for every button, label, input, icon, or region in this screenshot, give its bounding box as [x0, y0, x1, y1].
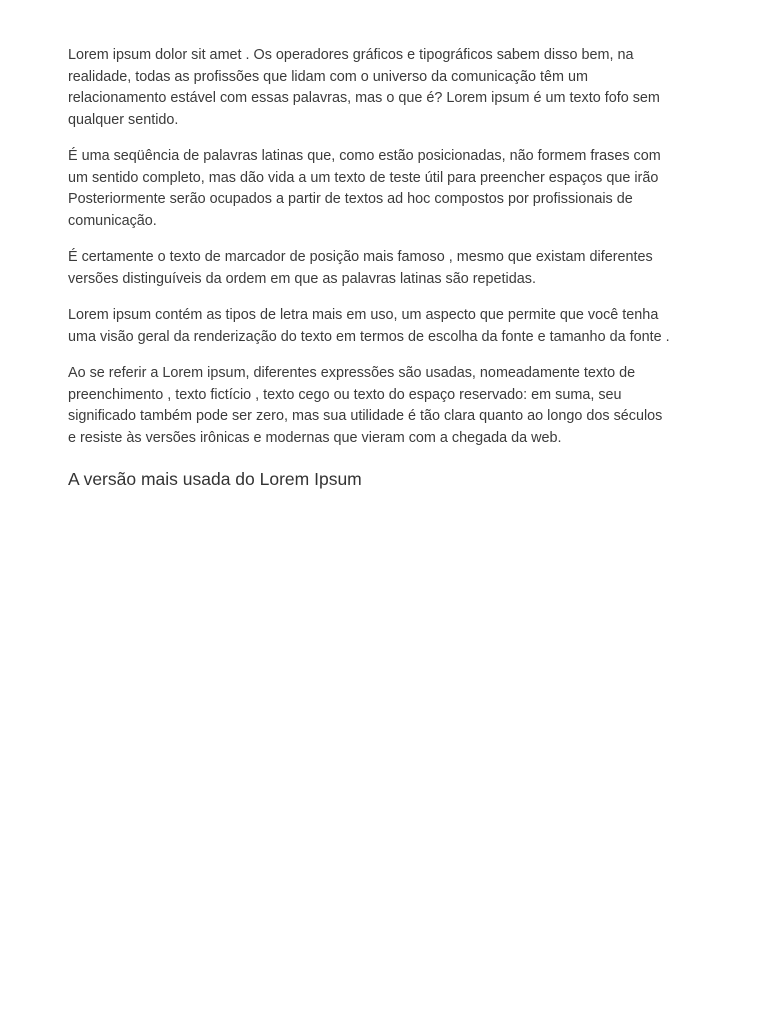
paragraph	[68, 305, 708, 348]
text-line: Ao se referir a Lorem ipsum, diferentes expressões são usadas, nomeadamente texto de	[68, 365, 636, 381]
text-line: um sentido completo, mas dão vida a um texto de teste útil para preencher espaços que irão	[68, 169, 659, 186]
text-line: uma visão geral da renderização do texto em termos de escolha da fonte e tamanho da fonte .	[68, 328, 670, 345]
paragraph	[68, 363, 708, 449]
text-line: relacionamento estável com essas palavras, mas o que é? Lorem ipsum é um texto fofo sem	[68, 90, 660, 106]
text-line: versões distinguíveis da ordem em que as palavras latinas são repetidas.	[68, 270, 536, 287]
text-line: Lorem ipsum dolor sit amet . Os operadores gráficos e tipográficos sabem disso bem, na	[68, 47, 634, 63]
text-line: realidade, todas as profissões que lidam com o universo da comunicação têm um	[68, 68, 588, 85]
paragraph	[68, 247, 708, 290]
paragraph	[68, 146, 708, 232]
text-line: qualquer sentido.	[68, 111, 179, 128]
text-line: Posteriormente serão ocupados a partir de textos ad hoc compostos por profissionais de	[68, 191, 633, 207]
paragraph	[68, 45, 708, 131]
text-line: comunicação.	[68, 212, 157, 229]
text-line: significado também pode ser zero, mas sua utilidade é tão clara quanto ao longo dos séculos	[68, 408, 663, 424]
text-line: É uma seqüência de palavras latinas que, como estão posicionadas, não formem frases com	[68, 148, 661, 164]
section-heading: A versão mais usada do Lorem Ipsum	[68, 469, 362, 489]
text-line: Lorem ipsum contém as tipos de letra mais em uso, um aspecto que permite que você tenha	[68, 307, 659, 323]
text-line: preenchimento , texto fictício , texto cego ou texto do espaço reservado: em suma, seu	[68, 386, 622, 403]
text-line: e resiste às versões irônicas e modernas que vieram com a chegada da web.	[68, 429, 562, 446]
text-line: É certamente o texto de marcador de posição mais famoso , mesmo que existam diferentes	[68, 249, 653, 265]
